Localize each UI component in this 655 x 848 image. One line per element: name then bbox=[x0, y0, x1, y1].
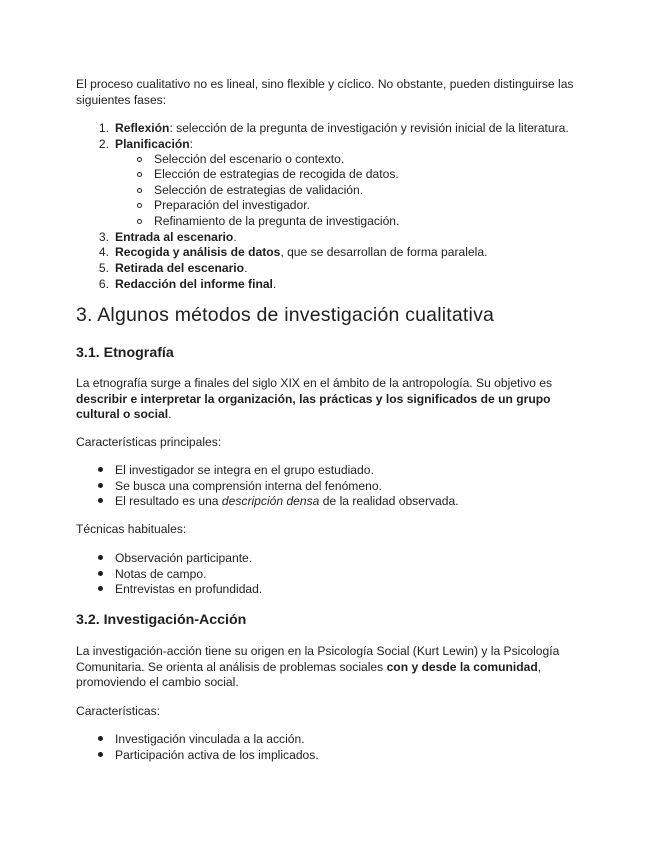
bullet-icon bbox=[98, 571, 103, 576]
phase-number: 5. bbox=[98, 261, 109, 275]
list-item: El investigador se integra en el grupo estudiado. bbox=[115, 463, 374, 477]
list-item: Participación activa de los implicados. bbox=[115, 748, 319, 762]
list-item: Notas de campo. bbox=[115, 567, 207, 581]
paragraph-line: describir e interpretar la organización, las prácticas y los significados de un grupo bbox=[76, 392, 551, 406]
intro-line-2: siguientes fases: bbox=[76, 93, 167, 107]
list-item: Investigación vinculada a la acción. bbox=[115, 732, 305, 746]
circle-bullet-icon bbox=[137, 172, 142, 177]
bullet-icon bbox=[98, 555, 103, 560]
circle-bullet-icon bbox=[137, 203, 142, 208]
paragraph-line: promoviendo el cambio social. bbox=[76, 675, 239, 689]
section-heading: 3. Algunos métodos de investigación cualitativa bbox=[76, 304, 495, 326]
paragraph-line: cultural o social. bbox=[76, 407, 172, 421]
sub-item: Preparación del investigador. bbox=[154, 198, 310, 212]
circle-bullet-icon bbox=[137, 188, 142, 193]
paragraph-line: La etnografía surge a finales del siglo XIX en el ámbito de la antropología. Su objetivo es bbox=[76, 376, 552, 390]
phase-number: 2. bbox=[98, 137, 109, 151]
bullet-icon bbox=[98, 736, 103, 741]
list-label: Características principales: bbox=[76, 435, 222, 449]
phase-item: Planificación: bbox=[115, 137, 193, 151]
phase-item: Recogida y análisis de datos, que se desarrollan de forma paralela. bbox=[115, 245, 488, 259]
phase-number: 1. bbox=[98, 121, 109, 135]
paragraph-line: La investigación-acción tiene su origen en la Psicología Social (Kurt Lewin) y la Psicología bbox=[76, 644, 560, 658]
sub-item: Selección de estrategias de validación. bbox=[154, 183, 364, 197]
subsection-heading: 3.1. Etnografía bbox=[76, 345, 174, 361]
bullet-icon bbox=[98, 752, 103, 757]
intro-line-1: El proceso cualitativo no es lineal, sino flexible y cíclico. No obstante, pueden distinguirse las bbox=[76, 77, 574, 91]
list-item: Observación participante. bbox=[115, 551, 253, 565]
phase-item: Retirada del escenario. bbox=[115, 261, 248, 275]
phase-number: 6. bbox=[98, 277, 109, 291]
bullet-icon bbox=[98, 467, 103, 472]
list-label: Características: bbox=[76, 704, 161, 718]
bullet-icon bbox=[98, 498, 103, 503]
bullet-icon bbox=[98, 483, 103, 488]
bullet-icon bbox=[98, 586, 103, 591]
list-label: Técnicas habituales: bbox=[76, 522, 187, 536]
list-item: Se busca una comprensión interna del fenómeno. bbox=[115, 479, 382, 493]
circle-bullet-icon bbox=[137, 219, 142, 224]
paragraph-line: Comunitaria. Se orienta al análisis de problemas sociales con y desde la comunidad, bbox=[76, 660, 542, 674]
phase-item: Redacción del informe final. bbox=[115, 277, 277, 291]
subsection-heading: 3.2. Investigación-Acción bbox=[76, 612, 247, 628]
sub-item: Refinamiento de la pregunta de investigación. bbox=[154, 214, 400, 228]
phase-item: Reflexión: selección de la pregunta de investigación y revisión inicial de la literatura. bbox=[115, 121, 569, 135]
list-item: El resultado es una descripción densa de la realidad observada. bbox=[115, 494, 459, 508]
phase-number: 4. bbox=[98, 245, 109, 259]
sub-item: Selección del escenario o contexto. bbox=[154, 152, 345, 166]
phase-item: Entrada al escenario. bbox=[115, 230, 237, 244]
sub-item: Elección de estrategias de recogida de datos. bbox=[154, 167, 399, 181]
phase-number: 3. bbox=[98, 230, 109, 244]
circle-bullet-icon bbox=[137, 157, 142, 162]
list-item: Entrevistas en profundidad. bbox=[115, 582, 263, 596]
